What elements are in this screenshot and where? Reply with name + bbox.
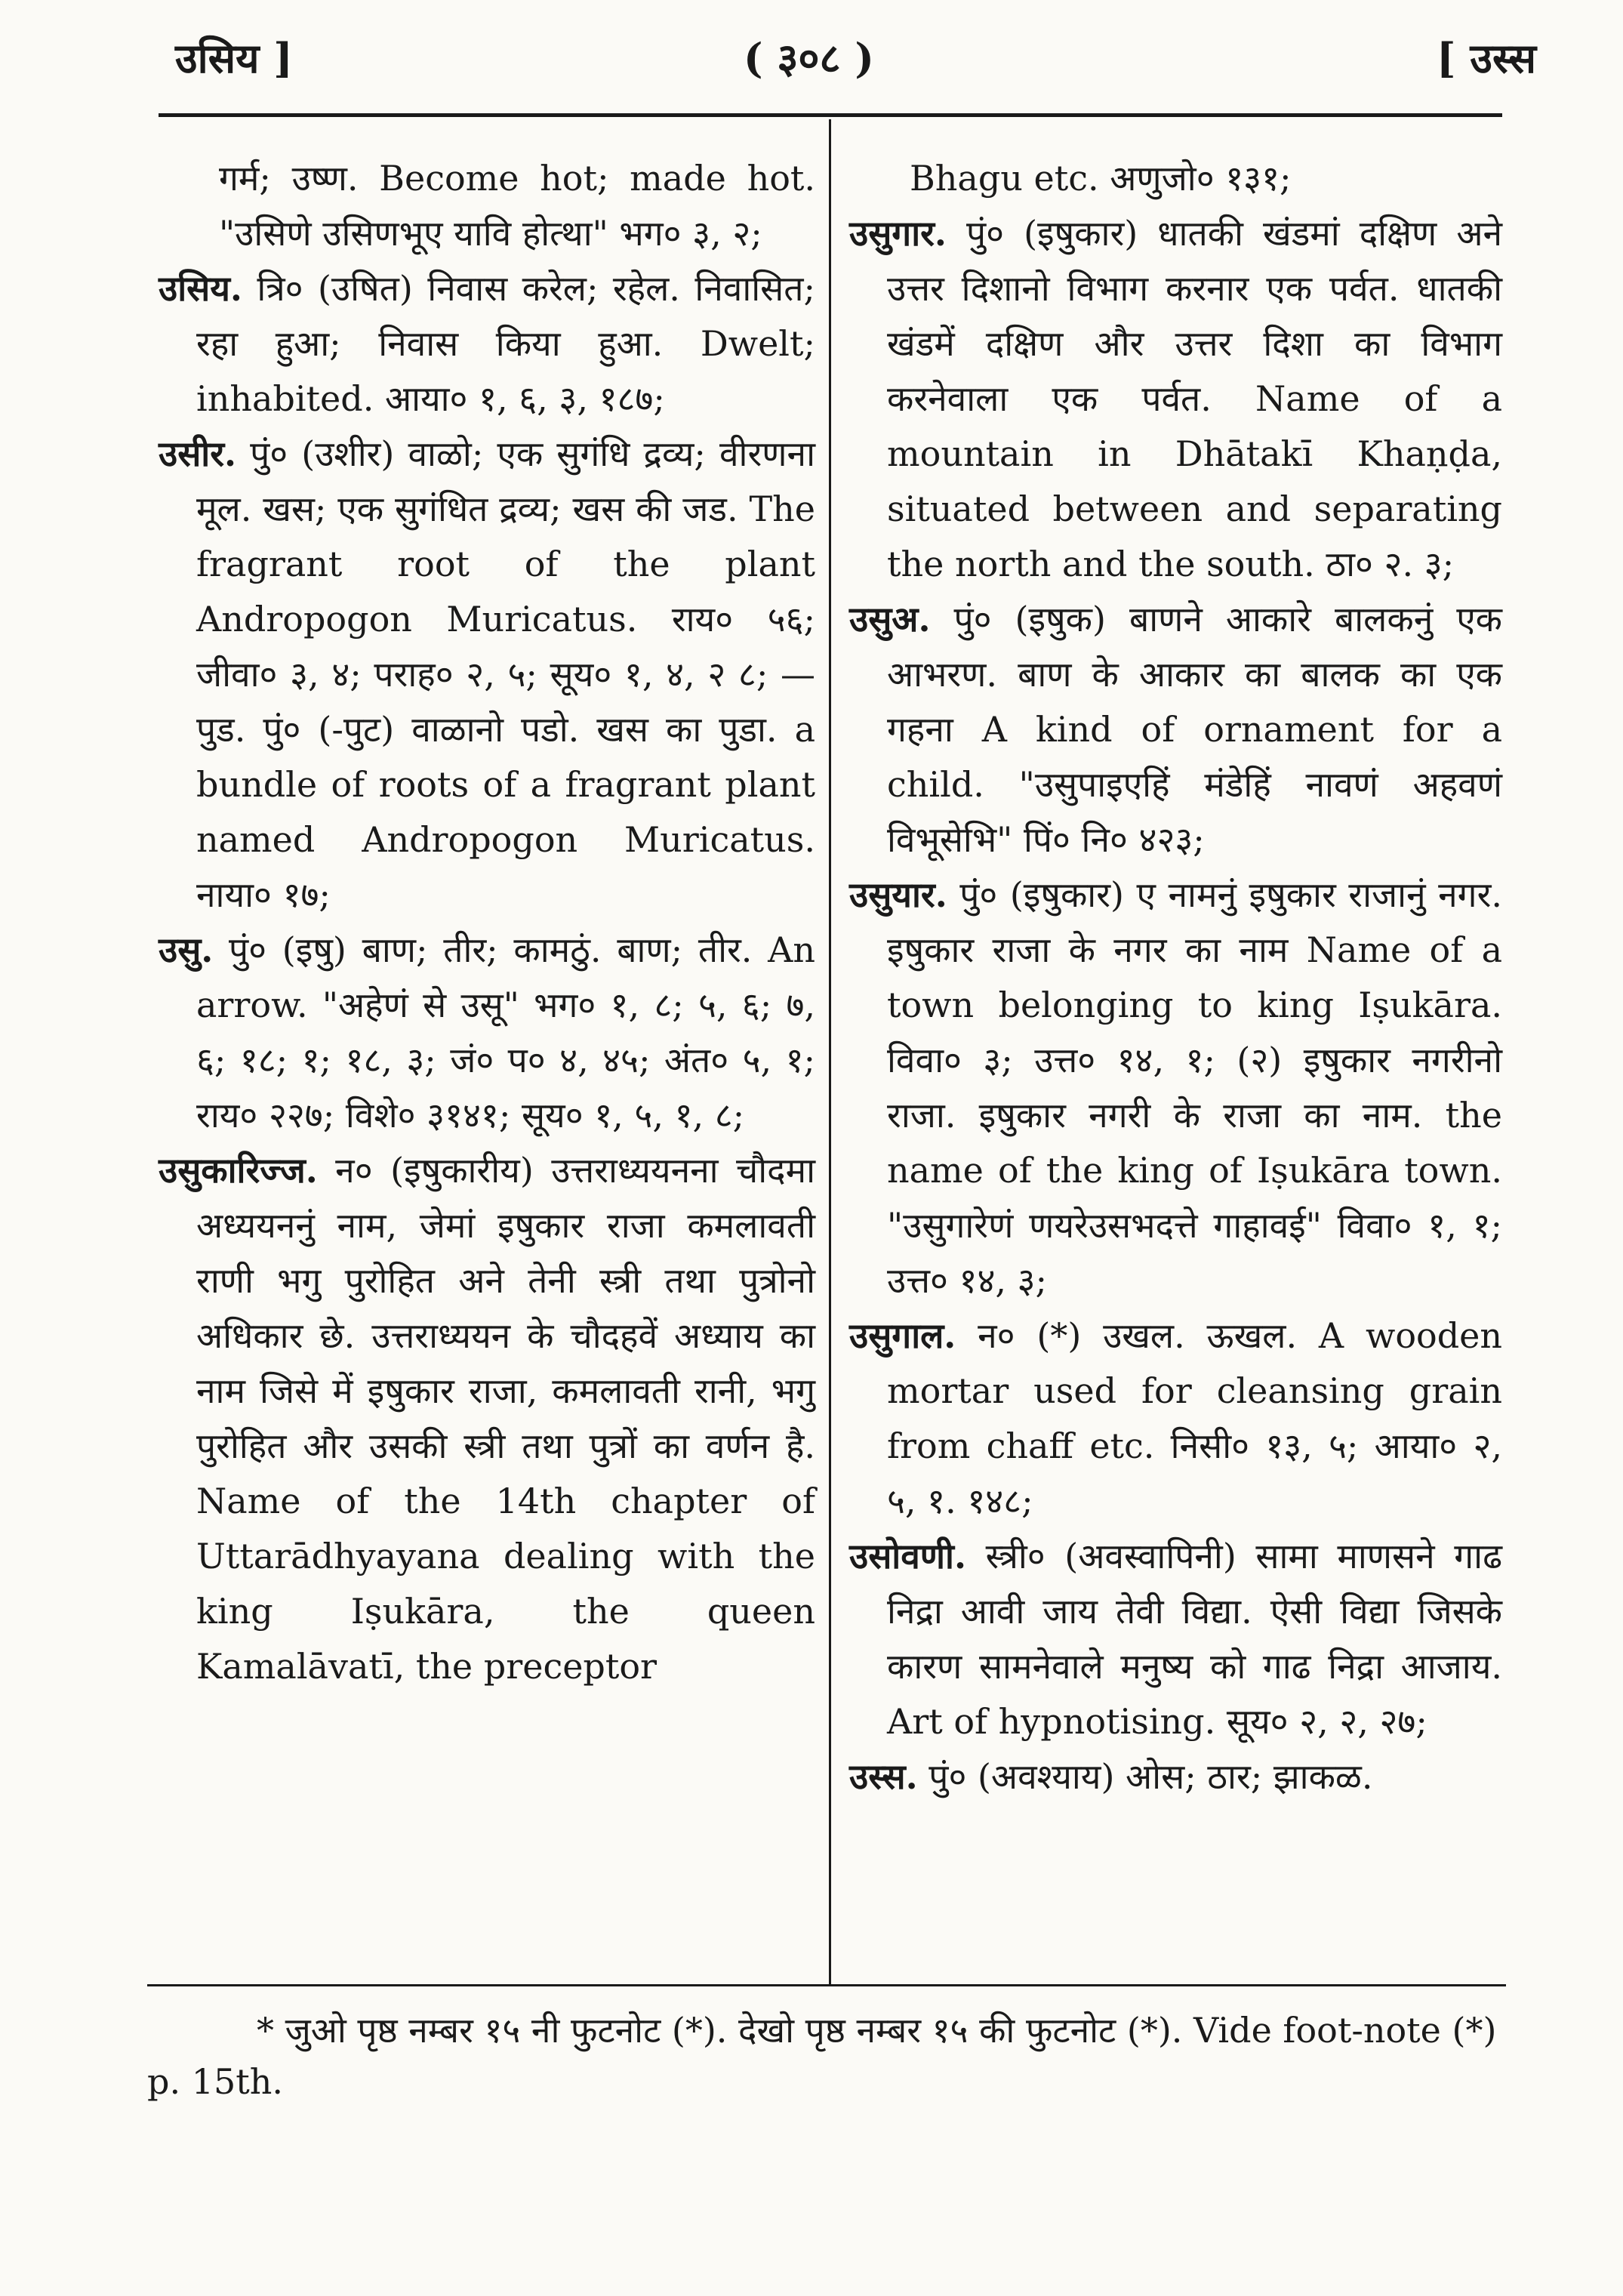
entry-definition: पुं० (इषुक) बाणने आकारे बालकनुं एक आभरण. बाण के आकार का बालक का एक गहना A kind of ornament for a child. "उसुपाइएहिं मंडेहिं नावणं अहवणं विभूसेभि" पिं० नि० ४२३; (887, 599, 1502, 860)
dictionary-entry (849, 592, 1502, 868)
entry-continuation: गर्म; उष्ण. Become hot; made hot. "उसिणे उसिणभूए यावि होत्था" भग० ३, २; (219, 158, 815, 254)
dictionary-entry (159, 923, 815, 1143)
entry-headword: उसुकारिज्ज. (159, 1150, 318, 1191)
page-number: ( ३०८ ) (744, 34, 874, 82)
dictionary-entry (159, 1143, 815, 1694)
entry-definition: पुं० (उशीर) वाळो; एक सुगंधि द्रव्य; वीरणना मूल. खस; एक सुगंधित द्रव्य; खस की जड. The fragrant root of the plant Andropogon Muricatus. राय० ५६; जीवा० ३, ४; पराह० २, ५; सूय० १, ४, २ ८; —पुड. पुं० (-पुट) वाळानो पडो. खस का पुडा. a bundle of roots of a fragrant plant named Andropogon Muricatus. नाया० १७; (196, 433, 815, 915)
column-divider (829, 119, 831, 1984)
entry-headword: उसुअ. (849, 599, 931, 639)
entry-continuation: Bhagu etc. अणुजो० १३१; (910, 158, 1292, 199)
entry-headword: उसुगाल. (849, 1315, 956, 1356)
entry-headword: उस्स. (849, 1756, 918, 1797)
entry-headword: उसोवणी. (849, 1536, 966, 1576)
entry-definition: त्रि० (उषित) निवास करेल; रहेल. निवासित; रहा हुआ; निवास किया हुआ. Dwelt; inhabited. आया० १, ६, ३, १८७; (196, 268, 815, 419)
entry-definition: पुं० (इषुकार) धातकी खंडमां दक्षिण अने उत्तर दिशानो विभाग करनार एक पर्वत. धातकी खंडमें दक्षिण और उत्तर दिशा का विभाग करनेवाला एक पर्वत. Name of a mountain in Dhātakī Khaṇḍa, situated between and separating the north and the south. ठा० २. ३; (887, 213, 1502, 584)
entry-headword: उसुगार. (849, 213, 947, 254)
footnote: * जुओ पृष्ठ नम्बर १५ नी फुटनोट (*). देखो पृष्ठ नम्बर १५ की फुटनोट (*). Vide foot-note (*) p. 15th. (147, 2010, 1497, 2102)
dictionary-entry (849, 206, 1502, 592)
right-column (849, 151, 1502, 1804)
entry-headword: उसीर. (159, 433, 237, 474)
dictionary-entry (159, 261, 815, 427)
entry-definition: न० (इषुकारीय) उत्तराध्ययनना चौदमा अध्ययननुं नाम, जेमां इषुकार राजा कमलावती राणी भगु पुरोहित अने तेनी स्त्री तथा पुत्रोनो अधिकार छे. उत्तराध्ययन के चौदहवें अध्याय का नाम जिसे में इषुकार राजा, कमलावती रानी, भगु पुरोहित और उसकी स्त्री तथा पुत्रों का वर्णन है. Name of the 14th chapter of Uttarādhyayana dealing with the king Iṣukāra, the queen Kamalāvatī, the preceptor (196, 1150, 815, 1687)
entry-headword: उसुयार. (849, 874, 947, 915)
entry-definition: स्त्री० (अवस्वापिनी) सामा माणसने गाढ निद्रा आवी जाय तेवी विद्या. ऐसी विद्या जिसके कारण सामनेवाले मनुष्य को गाढ निद्रा आजाय. Art of hypnotising. सूय० २, २, २७; (887, 1536, 1502, 1742)
entry-definition: न० (*) उखल. ऊखल. A wooden mortar used for cleansing grain from chaff etc. निसी० १३, ५; आया० २, ५, १. १४८; (887, 1315, 1502, 1521)
header-right-guideword: [ उस्स (1437, 34, 1536, 82)
dictionary-entry (849, 1308, 1502, 1529)
dictionary-entry (159, 427, 815, 923)
entry-headword: उसिय. (159, 268, 242, 309)
page-header (0, 21, 1623, 104)
entry-definition: पुं० (अवश्याय) ओस; ठार; झाकळ. (917, 1756, 1373, 1797)
dictionary-entry (849, 868, 1502, 1308)
dictionary-entry (849, 1749, 1502, 1804)
entry-definition: पुं० (इषु) बाण; तीर; कामठुं. बाण; तीर. An arrow. "अहेणं से उसू" भग० १, ८; ५, ६; ७, ६; १८; १; १८, ३; जं० प० ४, ४५; अंत० ५, १; राय० २२७; विशे० ३१४१; सूय० १, ५, १, ८; (196, 929, 815, 1136)
header-rule (159, 113, 1502, 117)
entry-headword: उसु. (159, 929, 214, 970)
dictionary-entry (849, 1529, 1502, 1749)
header-left-guideword: उसिय ] (175, 34, 293, 82)
footnote-rule (147, 1984, 1506, 1986)
left-column (159, 151, 815, 1694)
entry-definition: पुं० (इषुकार) ए नामनुं इषुकार राजानुं नगर. इषुकार राजा के नगर का नाम Name of a town belonging to king Iṣukāra. विवा० ३; उत्त० १४, १; (२) इषुकार नगरीनो राजा. इषुकार नगरी के राजा का नाम. the name of the king of Iṣukāra town. "उसुगारेणं णयरेउसभदत्ते गाहावई" विवा० १, १; उत्त० १४, ३; (887, 874, 1502, 1301)
